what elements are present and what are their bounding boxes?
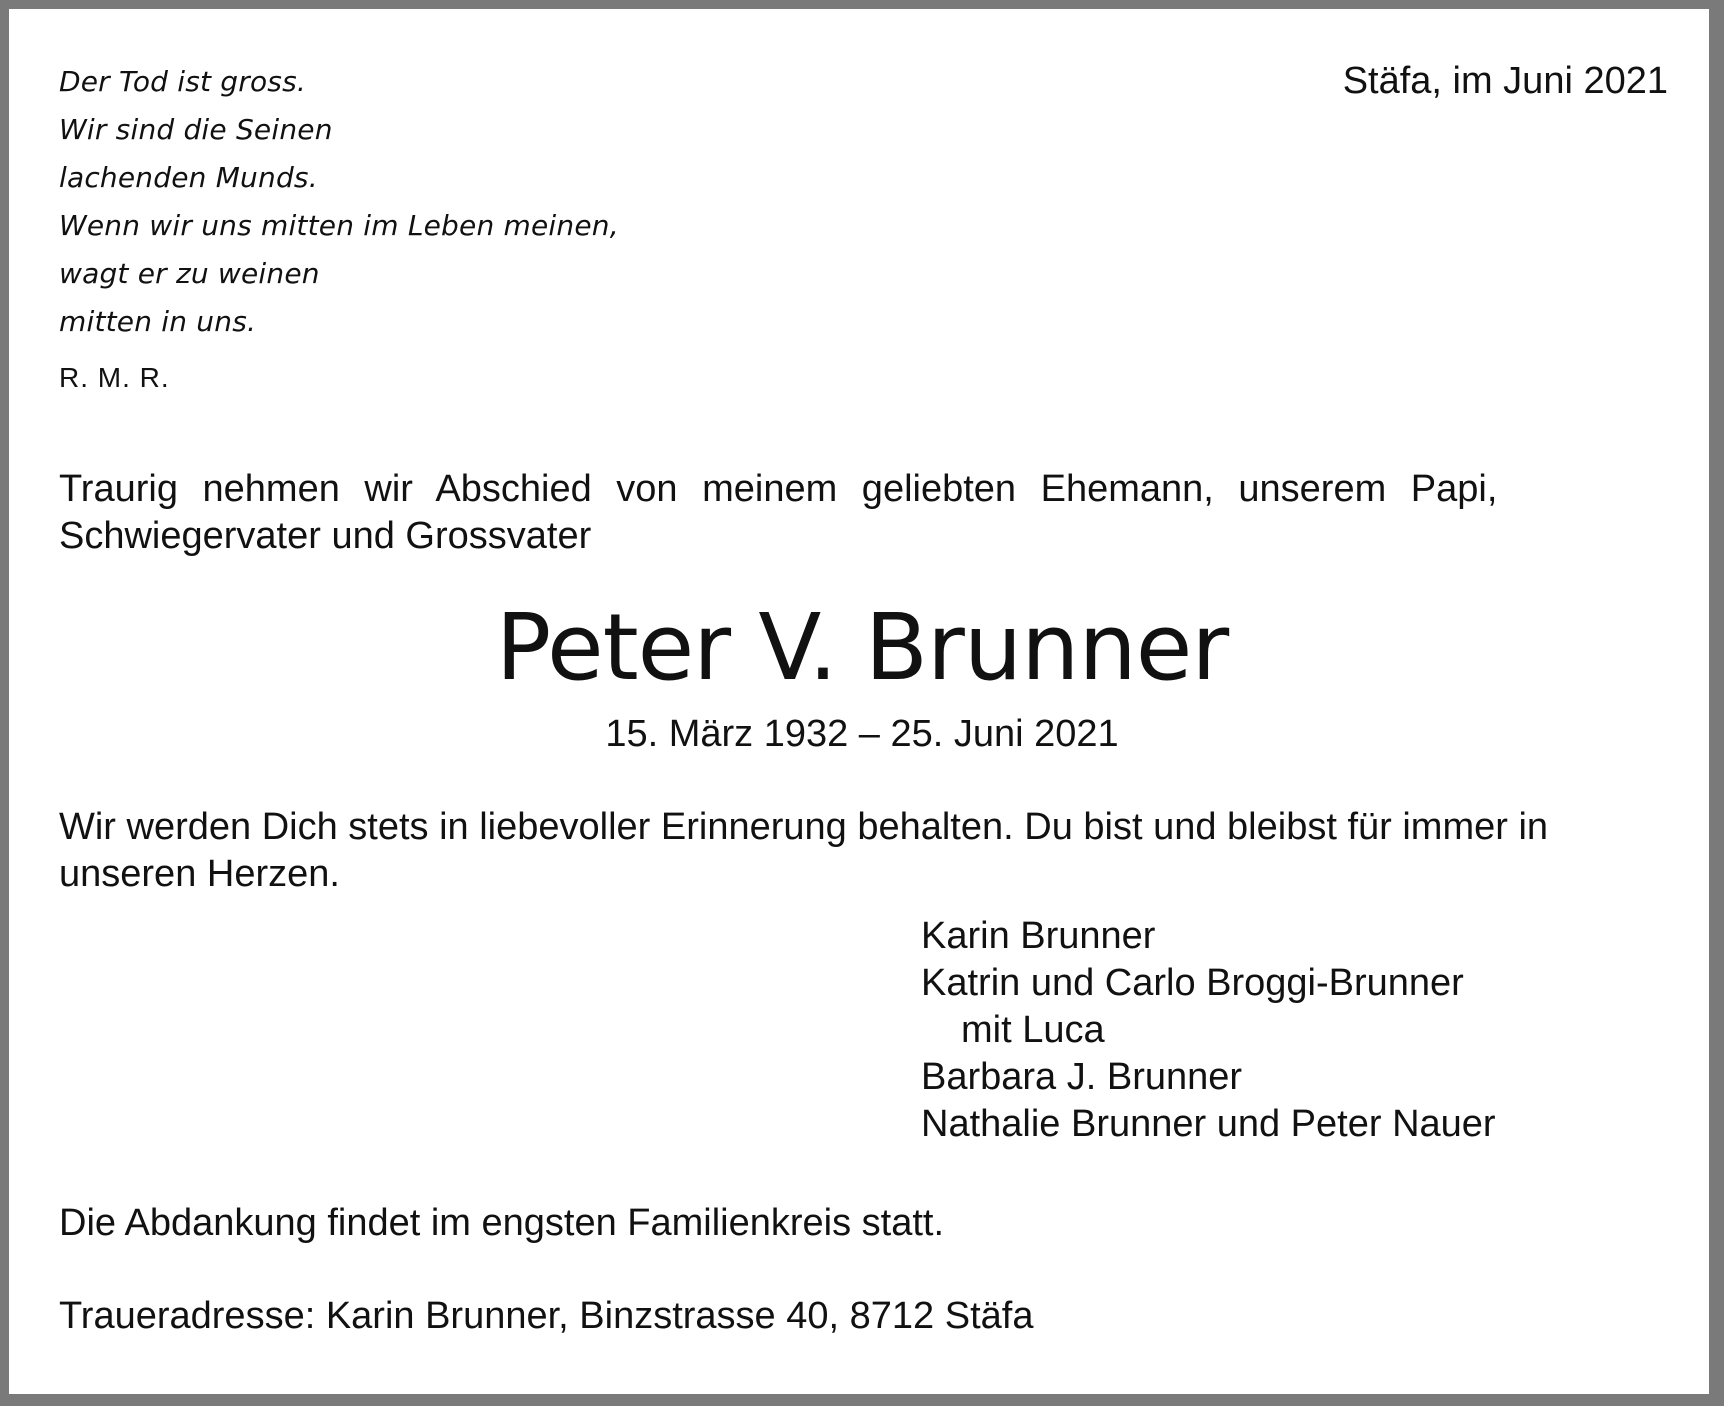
deceased-name: Peter V. Brunner [495, 594, 1229, 701]
intro-line: Schwiegervater und Grossvater [59, 515, 592, 557]
poem-line: wagt er zu weinen [59, 257, 320, 290]
mourner: Barbara J. Brunner [921, 1056, 1243, 1098]
remembrance-text: Wir werden Dich stets in liebevoller Erinnerung behalten. Du bist und bleibst für immer in unseren Herzen. [59, 806, 1549, 895]
intro-text [59, 466, 1647, 560]
poem-line: Wir sind die Seinen [59, 113, 333, 146]
mourner: Nathalie Brunner und Peter Nauer [921, 1103, 1496, 1145]
poem-line: Der Tod ist gross. [59, 65, 306, 98]
poem-line: mitten in uns. [59, 305, 257, 338]
ceremony-text: Die Abdankung findet im engsten Familienkreis statt. [59, 1202, 945, 1244]
poem-line: lachenden Munds. [59, 161, 318, 194]
poem-line: Wenn wir uns mitten im Leben meinen, [59, 209, 619, 242]
mourning-address: Traueradresse: Karin Brunner, Binzstrasse 40, 8712 Stäfa [59, 1295, 1034, 1337]
mourners-list [921, 913, 1496, 1148]
life-dates: 15. März 1932 – 25. Juni 2021 [605, 713, 1119, 755]
poem-author: R. M. R. [59, 362, 170, 393]
place-date: Stäfa, im Juni 2021 [1342, 60, 1668, 102]
mourner: Katrin und Carlo Broggi-Brunner [921, 962, 1464, 1004]
mourner: mit Luca [961, 1009, 1105, 1051]
poem [59, 58, 619, 346]
mourner: Karin Brunner [921, 915, 1156, 957]
intro-line: Traurig nehmen wir Abschied von meinem geliebten Ehemann, unserem Papi, [59, 468, 1498, 510]
